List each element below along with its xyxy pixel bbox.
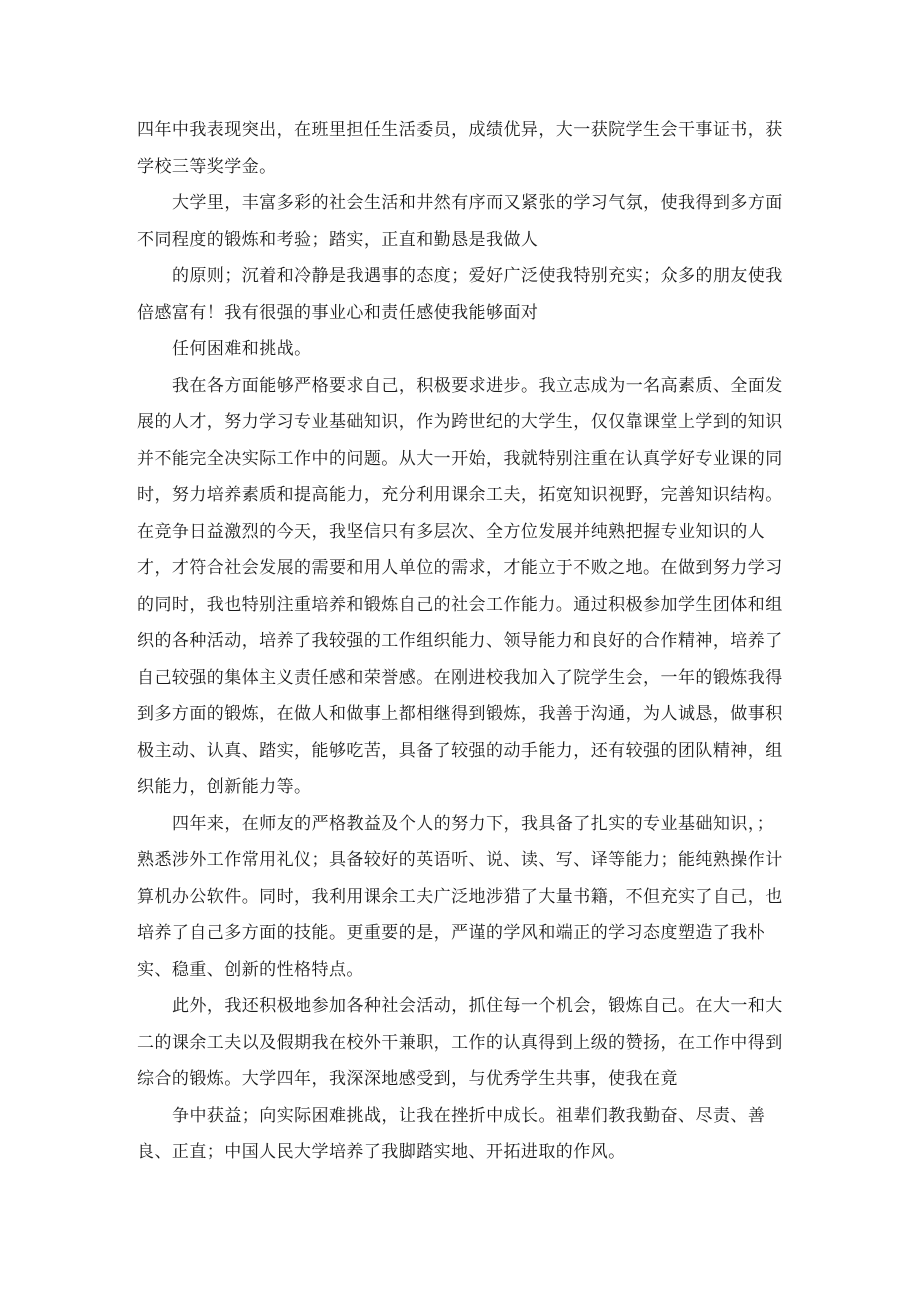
text-line: 大学里，丰富多彩的社会生活和井然有序而又紧张的学习气氛，使我得到多方面 xyxy=(172,193,783,213)
text-line: 织的各种活动，培养了我较强的工作组织能力、领导能力和良好的合作精神，培养了 xyxy=(137,631,783,651)
text-line: 四年中我表现突出，在班里担任生活委员，成绩优异，大一获院学生会干事证书，获 xyxy=(137,120,783,140)
text-line: 综合的锻炼。大学四年，我深深地感受到，与优秀学生共事，使我在竟 xyxy=(137,1069,678,1089)
text-line: 到多方面的锻炼，在做人和做事上都相继得到锻炼，我善于沟通，为人诚恳，做事积 xyxy=(137,704,783,724)
text-line: 不同程度的锻炼和考验；踏实，正直和勤恳是我做人 xyxy=(137,229,539,250)
text-line: 熟悉涉外工作常用礼仪；具备较好的英语听、说、读、写、译等能力；能纯熟操作计 xyxy=(137,850,783,870)
text-line: 才，才符合社会发展的需要和用人单位的需求，才能立于不败之地。在做到努力学习 xyxy=(137,558,783,578)
text-line: 展的人才，努力学习专业基础知识，作为跨世纪的大学生，仅仅靠课堂上学到的知识 xyxy=(137,412,783,432)
text-line: 良、正直；中国人民大学培养了我脚踏实地、开拓进取的作风。 xyxy=(137,1142,626,1162)
text-line: 任何困难和挑战。 xyxy=(172,339,312,359)
text-line: 实、稳重、创新的性格特点。 xyxy=(137,959,364,980)
text-line: 时，努力培养素质和提高能力，充分利用课余工夫，拓宽知识视野，完善知识结构。 xyxy=(137,485,783,505)
document-body xyxy=(137,112,783,1171)
text-line: 四年来，在师友的严格教益及个人的努力下，我具备了扎实的专业基础知识，； xyxy=(172,813,775,834)
text-line: 二的课余工夫以及假期我在校外干兼职，工作的认真得到上级的赞扬，在工作中得到 xyxy=(137,1032,783,1053)
text-line: 的原则；沉着和冷静是我遇事的态度；爱好广泛使我特别充实；众多的朋友使我 xyxy=(172,266,783,286)
text-line: 我在各方面能够严格要求自己，积极要求进步。我立志成为一名高素质、全面发 xyxy=(172,375,783,396)
text-line: 此外，我还积极地参加各种社会活动，抓住每一个机会，锻炼自己。在大一和大 xyxy=(172,996,783,1016)
text-line: 培养了自己多方面的技能。更重要的是，严谨的学风和端正的学习态度塑造了我朴 xyxy=(137,923,766,943)
text-line: 的同时，我也特别注重培养和锻炼自己的社会工作能力。通过积极参加学生团体和组 xyxy=(137,594,783,615)
text-line: 自己较强的集体主义责任感和荣誉感。在刚进校我加入了院学生会，一年的锻炼我得 xyxy=(137,667,783,688)
text-line: 学校三等奖学金。 xyxy=(137,156,277,177)
text-line: 争中获益；向实际困难挑战，让我在挫折中成长。祖辈们教我勤奋、尽责、善 xyxy=(172,1105,766,1126)
text-line: 并不能完全决实际工作中的问题。从大一开始，我就特别注重在认真学好专业课的同 xyxy=(137,448,783,469)
text-line: 算机办公软件。同时，我利用课余工夫广泛地涉猎了大量书籍，不但充实了自己，也 xyxy=(137,886,783,907)
text-line: 倍感富有！我有很强的事业心和责任感使我能够面对 xyxy=(137,302,539,323)
text-line: 织能力，创新能力等。 xyxy=(137,777,312,797)
text-line: 在竞争日益激烈的今天，我坚信只有多层次、全方位发展并纯熟把握专业知识的人 xyxy=(137,521,766,542)
text-line: 极主动、认真、踏实，能够吃苦，具备了较强的动手能力，还有较强的团队精神，组 xyxy=(137,740,783,761)
